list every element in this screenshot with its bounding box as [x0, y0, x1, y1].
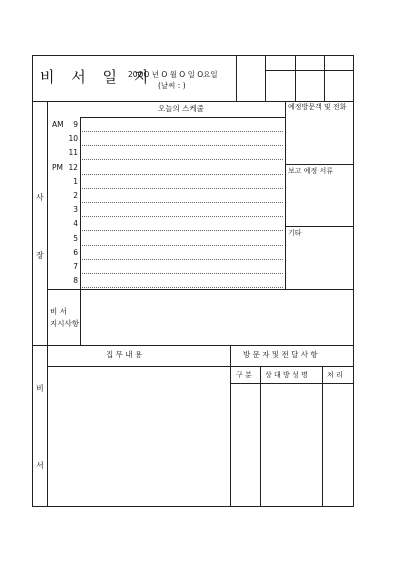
schedule-entry-line[interactable]: [82, 174, 283, 175]
hours-column-line: [80, 117, 81, 289]
hour-label: 7: [73, 262, 78, 271]
hour-label: 8: [73, 276, 78, 286]
hour-label: 6: [73, 247, 78, 257]
date-line: 20OO 년 O 월 O 일 O요일: [128, 70, 218, 79]
weather-line: (날씨 : ): [158, 81, 186, 90]
schedule-entry-line[interactable]: [82, 216, 283, 217]
schedule-label-column-line: [47, 101, 48, 345]
hour-label: 3: [73, 205, 78, 215]
schedule-entry-line[interactable]: [82, 159, 283, 160]
schedule-heading: 오늘의 스케줄: [158, 104, 204, 113]
instructions-label-line: [80, 289, 81, 345]
schedule-entry-line[interactable]: [82, 259, 283, 260]
approval-divider-4: [324, 55, 325, 101]
hour-label: 5: [73, 233, 78, 243]
border-bottom: [32, 506, 354, 507]
header-bottom-line: [32, 101, 354, 102]
col-process-heading: 처 리: [327, 371, 343, 379]
visitors-heading: 예정방문객 및 전화: [288, 103, 347, 111]
schedule-entry-line[interactable]: [82, 273, 283, 274]
instructions-label-2: 지시사항: [50, 319, 79, 328]
work-side-label-bottom: 서: [36, 461, 44, 470]
visit-heading: 방 문 자 및 전 달 사 항: [243, 350, 318, 359]
hour-label: 1: [73, 176, 78, 186]
hour-label: 11: [68, 148, 78, 158]
hour-label: 4: [73, 219, 78, 229]
reports-bottom-line: [285, 226, 354, 227]
reports-heading: 보고 예정 서류: [288, 167, 334, 175]
schedule-side-label-bottom: 장: [36, 251, 44, 260]
hour-label: 10: [68, 134, 78, 144]
approval-divider-2: [265, 55, 266, 101]
work-heading: 집 무 내 용: [106, 350, 143, 359]
schedule-entry-line[interactable]: [82, 131, 283, 132]
bottom-heading-line: [47, 366, 354, 367]
visit-col-divider-2: [322, 366, 323, 507]
schedule-side-label-top: 사: [36, 193, 44, 202]
hour-label: 9: [73, 120, 78, 129]
col-type-heading: 구 분: [236, 371, 252, 379]
schedule-entry-line[interactable]: [82, 188, 283, 189]
col-name-heading: 상 대 방 성 명: [265, 371, 308, 379]
upper-section-bottom-line: [32, 345, 354, 346]
work-label-column-line: [47, 345, 48, 507]
schedule-entry-line[interactable]: [82, 202, 283, 203]
pm-label: PM: [52, 163, 63, 172]
work-visit-divider: [230, 345, 231, 507]
schedule-heading-line: [80, 117, 285, 118]
document-title: 비 서 일 지: [40, 68, 155, 86]
hour-label: 12: [68, 162, 78, 172]
approval-header-line: [265, 70, 354, 71]
schedule-entry-line[interactable]: [82, 245, 283, 246]
visit-col-divider-1: [260, 366, 261, 507]
schedule-bottom-line: [47, 289, 354, 290]
visitors-bottom-line: [285, 164, 354, 165]
approval-divider-3: [295, 55, 296, 101]
border-right: [353, 55, 354, 507]
am-label: AM: [52, 120, 64, 129]
border-left: [32, 55, 33, 507]
schedule-entry-line[interactable]: [82, 230, 283, 231]
approval-divider-1: [236, 55, 237, 101]
visit-columns-heading-line: [230, 383, 354, 384]
hour-label: 2: [73, 191, 78, 200]
other-heading: 기타: [288, 229, 302, 237]
instructions-label-1: 비 서: [50, 307, 67, 316]
border-top: [32, 55, 354, 56]
right-sections-line: [285, 101, 286, 289]
work-side-label-top: 비: [36, 384, 44, 393]
schedule-entry-line[interactable]: [82, 145, 283, 146]
